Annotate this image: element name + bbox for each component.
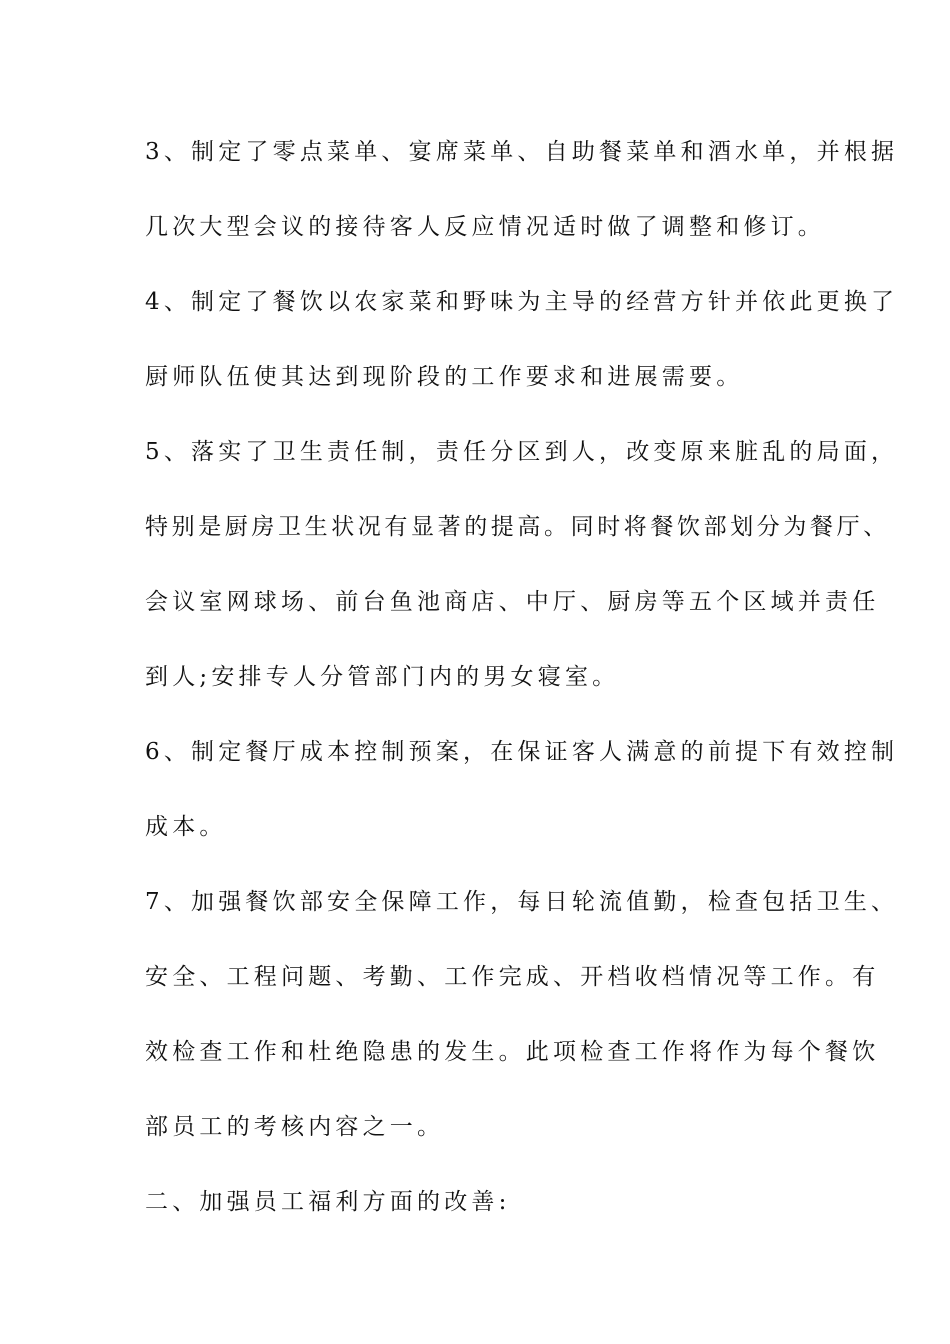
text-line: 7、加强餐饮部安全保障工作，每日轮流值勤，检查包括卫生、 [145, 889, 899, 915]
text-line: 几次大型会议的接待客人反应情况适时做了调整和修订。 [145, 214, 825, 240]
text-line: 6、制定餐厅成本控制预案，在保证客人满意的前提下有效控制 [145, 739, 899, 765]
text-line: 到人;安排专人分管部门内的男女寝室。 [145, 664, 620, 690]
text-line: 会议室网球场、前台鱼池商店、中厅、厨房等五个区域并责任 [145, 589, 880, 615]
text-line: 部员工的考核内容之一。 [145, 1114, 445, 1140]
text-line: 3、制定了零点菜单、宴席菜单、自助餐菜单和酒水单，并根据 [145, 139, 899, 165]
text-line: 成本。 [145, 814, 227, 840]
text-line: 4、制定了餐饮以农家菜和野味为主导的经营方针并依此更换了 [145, 289, 899, 315]
text-line: 效检查工作和杜绝隐患的发生。此项检查工作将作为每个餐饮 [145, 1039, 880, 1065]
text-line: 安全、工程问题、考勤、工作完成、开档收档情况等工作。有 [145, 964, 880, 990]
section-heading: 二、加强员工福利方面的改善: [145, 1189, 511, 1215]
text-line: 特别是厨房卫生状况有显著的提高。同时将餐饮部划分为餐厅、 [145, 514, 890, 540]
text-line: 5、落实了卫生责任制，责任分区到人，改变原来脏乱的局面， [145, 439, 899, 465]
text-line: 厨师队伍使其达到现阶段的工作要求和进展需要。 [145, 364, 744, 390]
